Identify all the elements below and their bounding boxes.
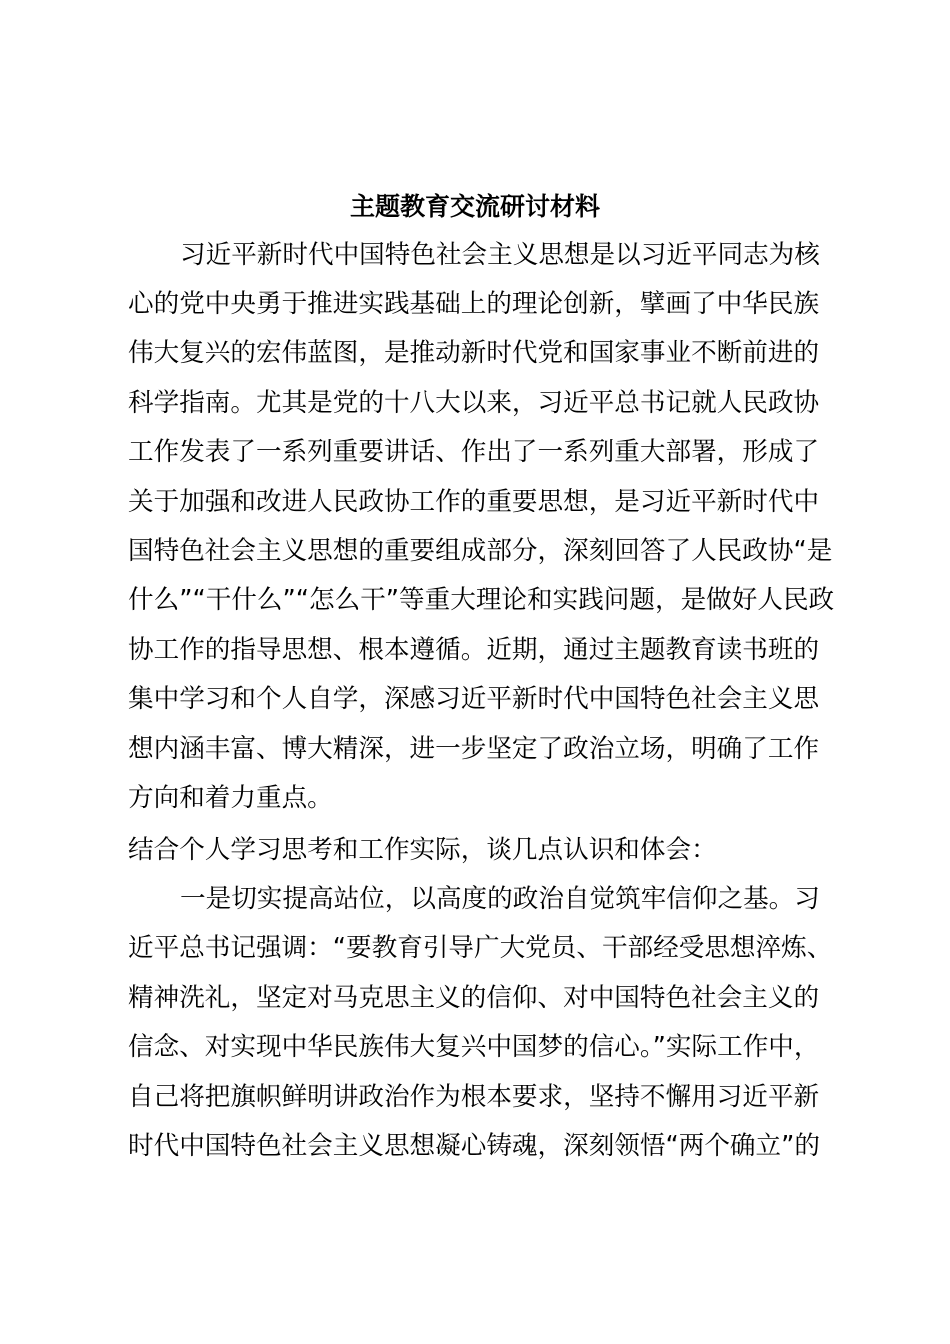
paragraph-line: 近平总书记强调：“要教育引导广大党员、干部经受思想淬炼、 — [128, 933, 833, 963]
paragraph-line: 工作发表了一系列重要讲话、作出了一系列重大部署，形成了 — [128, 437, 820, 467]
paragraph-line: 协工作的指导思想、根本遵循。近期，通过主题教育读书班的 — [128, 635, 820, 665]
paragraph-line: 关于加强和改进人民政协工作的重要思想，是习近平新时代中 — [128, 487, 820, 517]
paragraph-line: 时代中国特色社会主义思想凝心铸魂，深刻领悟“两个确立”的 — [128, 1131, 820, 1161]
paragraph-line: 精神洗礼，坚定对马克思主义的信仰、对中国特色社会主义的 — [128, 983, 820, 1013]
paragraph-line: 结合个人学习思考和工作实际，谈几点认识和体会： — [128, 835, 717, 865]
paragraph-line: 什么”“干什么”“怎么干”等重大理论和实践问题，是做好人民政 — [128, 585, 835, 615]
paragraph-line: 心的党中央勇于推进实践基础上的理论创新，擘画了中华民族 — [128, 289, 820, 319]
paragraph-line: 信念、对实现中华民族伟大复兴中国梦的信心。”实际工作中， — [128, 1032, 820, 1062]
paragraph-line: 集中学习和个人自学，深感习近平新时代中国特色社会主义思 — [128, 684, 820, 714]
paragraph-line: 伟大复兴的宏伟蓝图，是推动新时代党和国家事业不断前进的 — [128, 338, 820, 368]
paragraph-line: 一是切实提高站位，以高度的政治自觉筑牢信仰之基。习 — [180, 884, 820, 914]
document-title: 主题教育交流研讨材料 — [349, 192, 600, 221]
paragraph-line: 方向和着力重点。 — [128, 783, 333, 813]
paragraph-line: 国特色社会主义思想的重要组成部分，深刻回答了人民政协“是 — [128, 536, 833, 566]
paragraph-line: 自己将把旗帜鲜明讲政治作为根本要求，坚持不懈用习近平新 — [128, 1082, 820, 1112]
paragraph-line: 科学指南。尤其是党的十八大以来，习近平总书记就人民政协 — [128, 388, 820, 418]
paragraph-line: 想内涵丰富、博大精深，进一步坚定了政治立场，明确了工作 — [128, 734, 820, 764]
paragraph-line: 习近平新时代中国特色社会主义思想是以习近平同志为核 — [180, 240, 820, 270]
